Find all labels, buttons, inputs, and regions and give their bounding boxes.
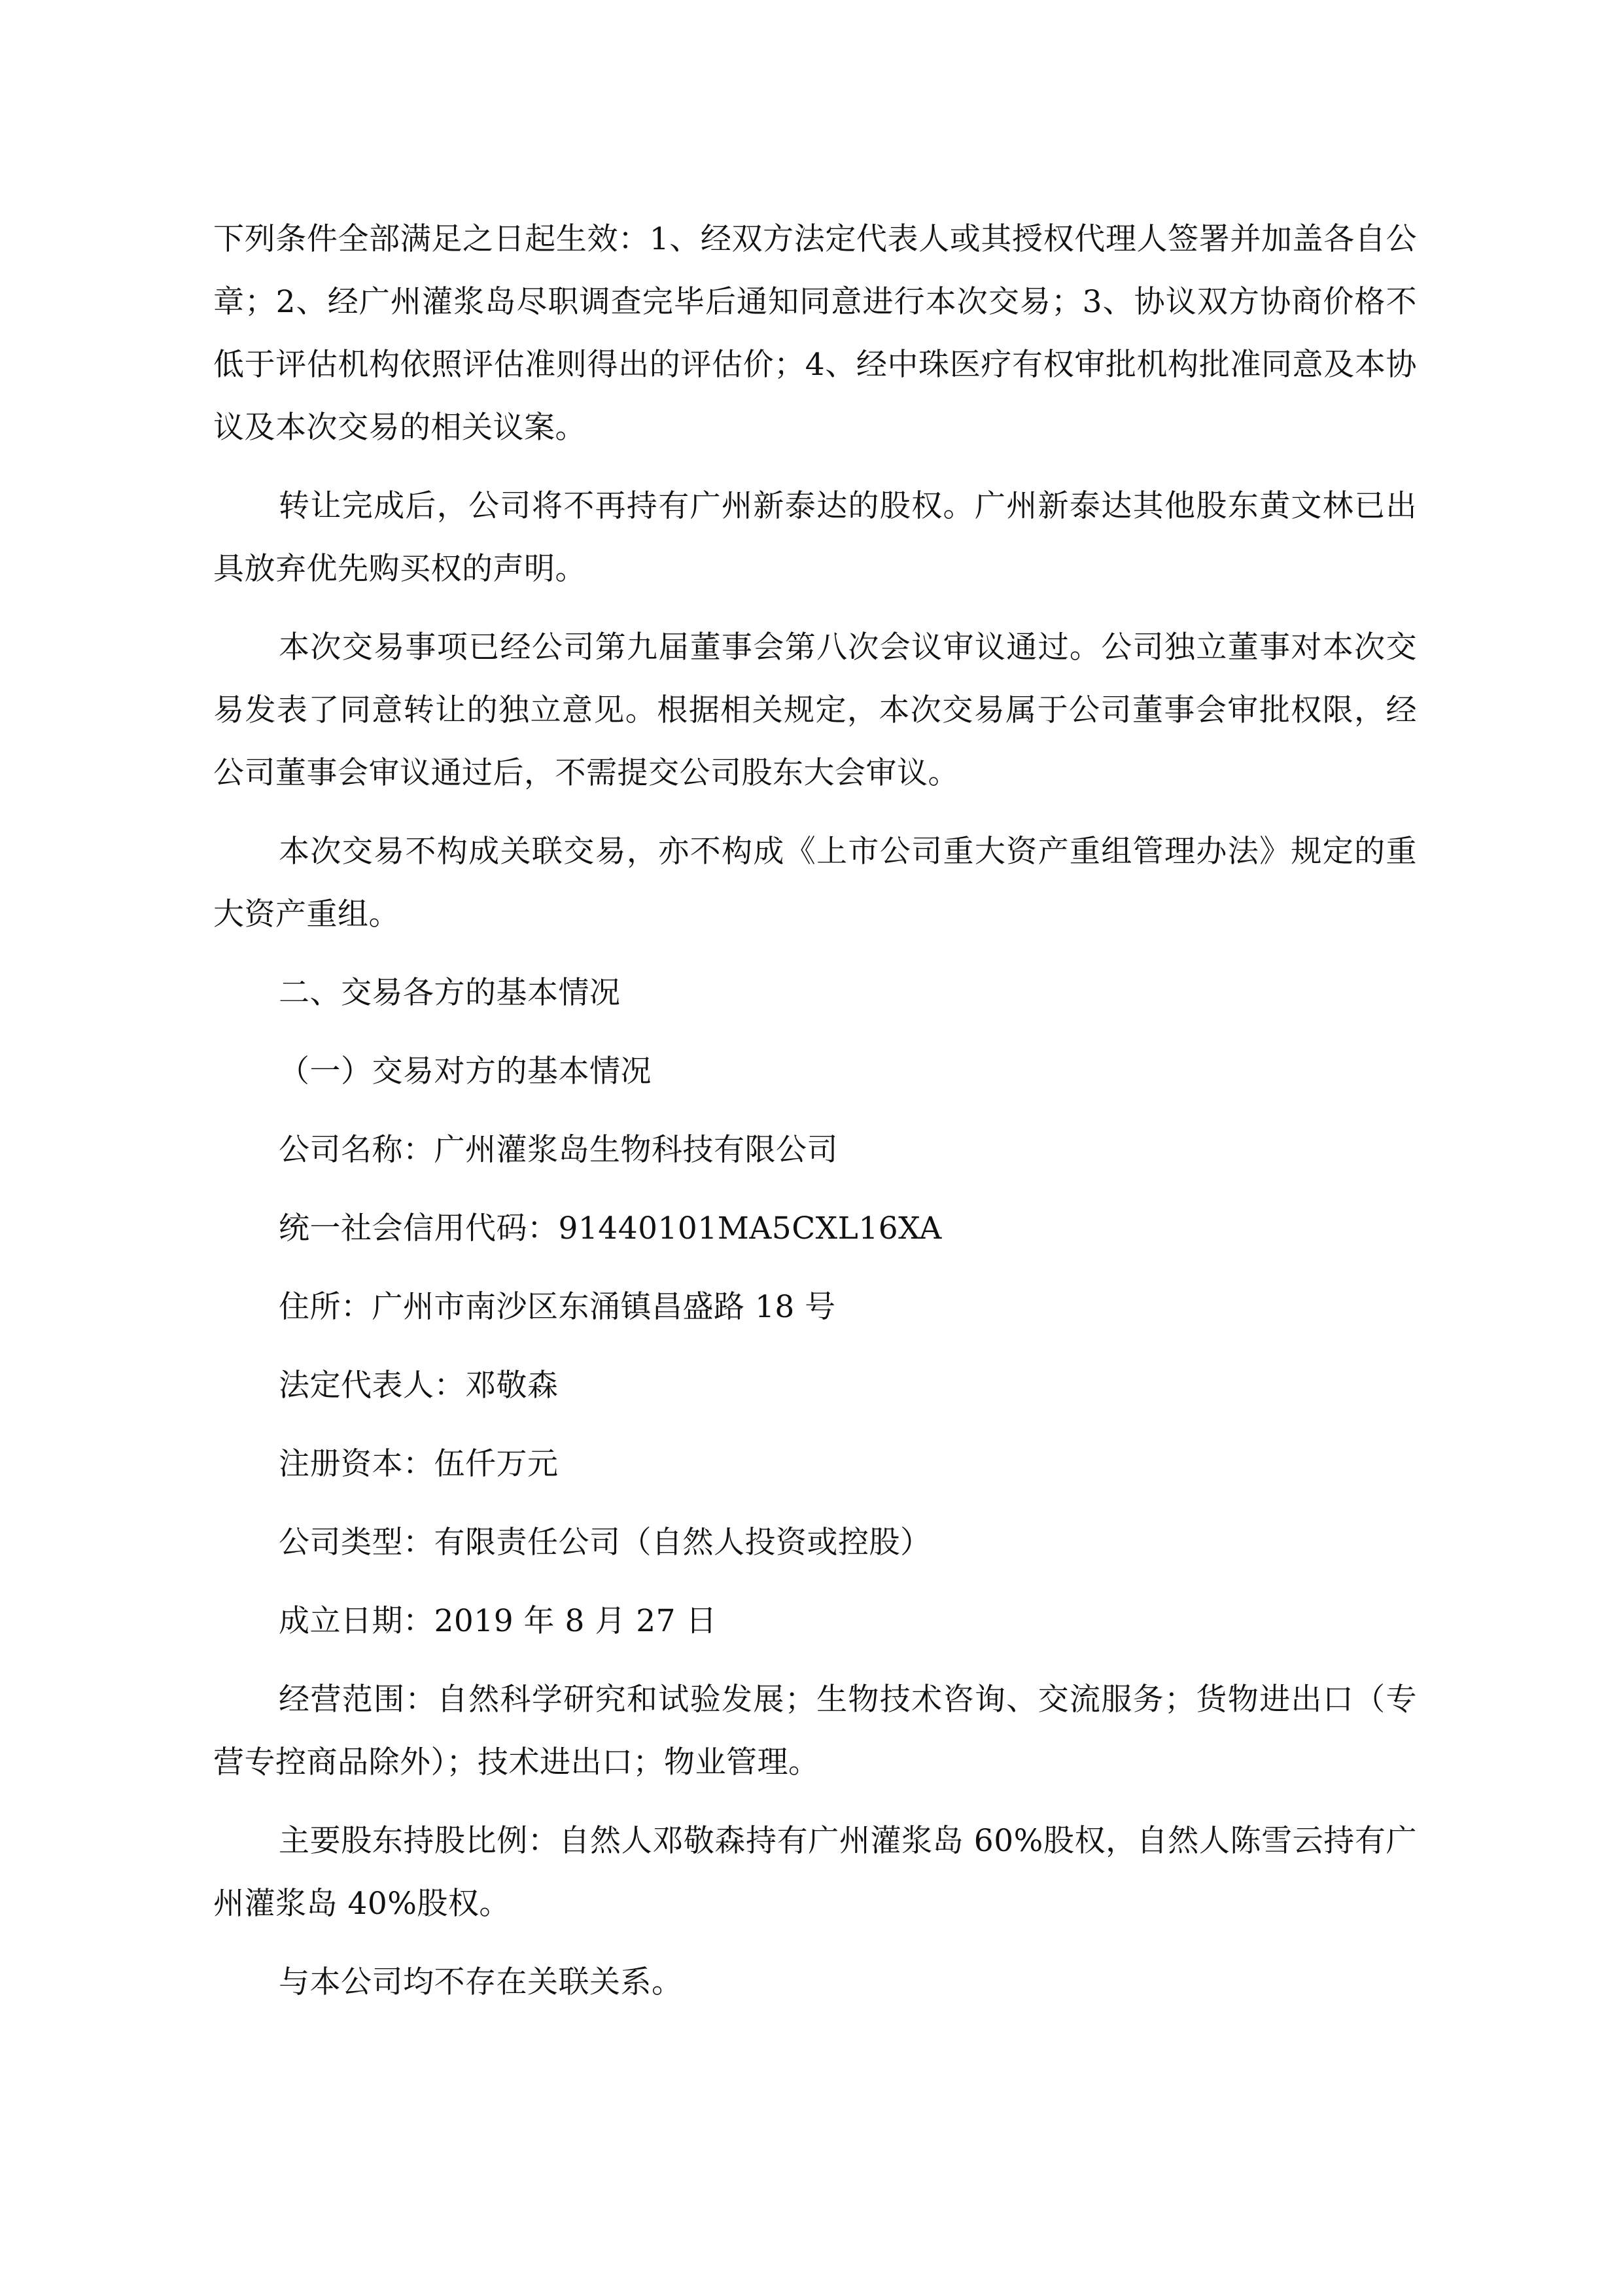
establishment-date: 成立日期：2019 年 8 月 27 日 (279, 1603, 718, 1639)
document-body (213, 208, 1417, 2030)
paragraph-not-related-transaction: 本次交易不构成关联交易，亦不构成《上市公司重大资产重组管理办法》规定的重大资产重组。 (213, 834, 1417, 932)
business-scope: 经营范围：自然科学研究和试验发展；生物技术咨询、交流服务；货物进出口（专营专控商品除外）；技术进出口；物业管理。 (213, 1682, 1417, 1780)
company-type: 公司类型：有限责任公司（自然人投资或控股） (279, 1525, 932, 1561)
shareholding-ratio: 主要股东持股比例：自然人邓敬森持有广州灌浆岛 60%股权，自然人陈雪云持有广州灌浆岛 40%股权。 (213, 1823, 1417, 1922)
registered-capital: 注册资本：伍仟万元 (279, 1446, 559, 1482)
section-heading: 二、交易各方的基本情况 (279, 975, 621, 1011)
paragraph-board-approval: 本次交易事项已经公司第九届董事会第八次会议审议通过。公司独立董事对本次交易发表了同意转让的独立意见。根据相关规定，本次交易属于公司董事会审批权限，经公司董事会审议通过后，不需提交公司股东大会审议。 (213, 629, 1417, 791)
paragraph-after-transfer: 转让完成后，公司将不再持有广州新泰达的股权。广州新泰达其他股东黄文林已出具放弃优先购买权的声明。 (213, 488, 1417, 587)
credit-code: 统一社会信用代码：91440101MA5CXL16XA (279, 1210, 942, 1246)
paragraph-effective-conditions: 下列条件全部满足之日起生效：1、经双方法定代表人或其授权代理人签署并加盖各自公章；2、经广州灌浆岛尽职调查完毕后通知同意进行本次交易；3、协议双方协商价格不低于评估机构依照评估准则得出的评估价；4、经中珠医疗有权审批机构批准同意及本协议及本次交易的相关议案。 (213, 221, 1417, 446)
relationship-statement: 与本公司均不存在关联关系。 (279, 1964, 683, 2000)
company-name: 公司名称：广州灌浆岛生物科技有限公司 (279, 1132, 838, 1168)
subsection-heading: （一）交易对方的基本情况 (279, 1053, 652, 1089)
address: 住所：广州市南沙区东涌镇昌盛路 18 号 (279, 1289, 836, 1325)
legal-representative: 法定代表人：邓敬森 (279, 1368, 559, 1404)
